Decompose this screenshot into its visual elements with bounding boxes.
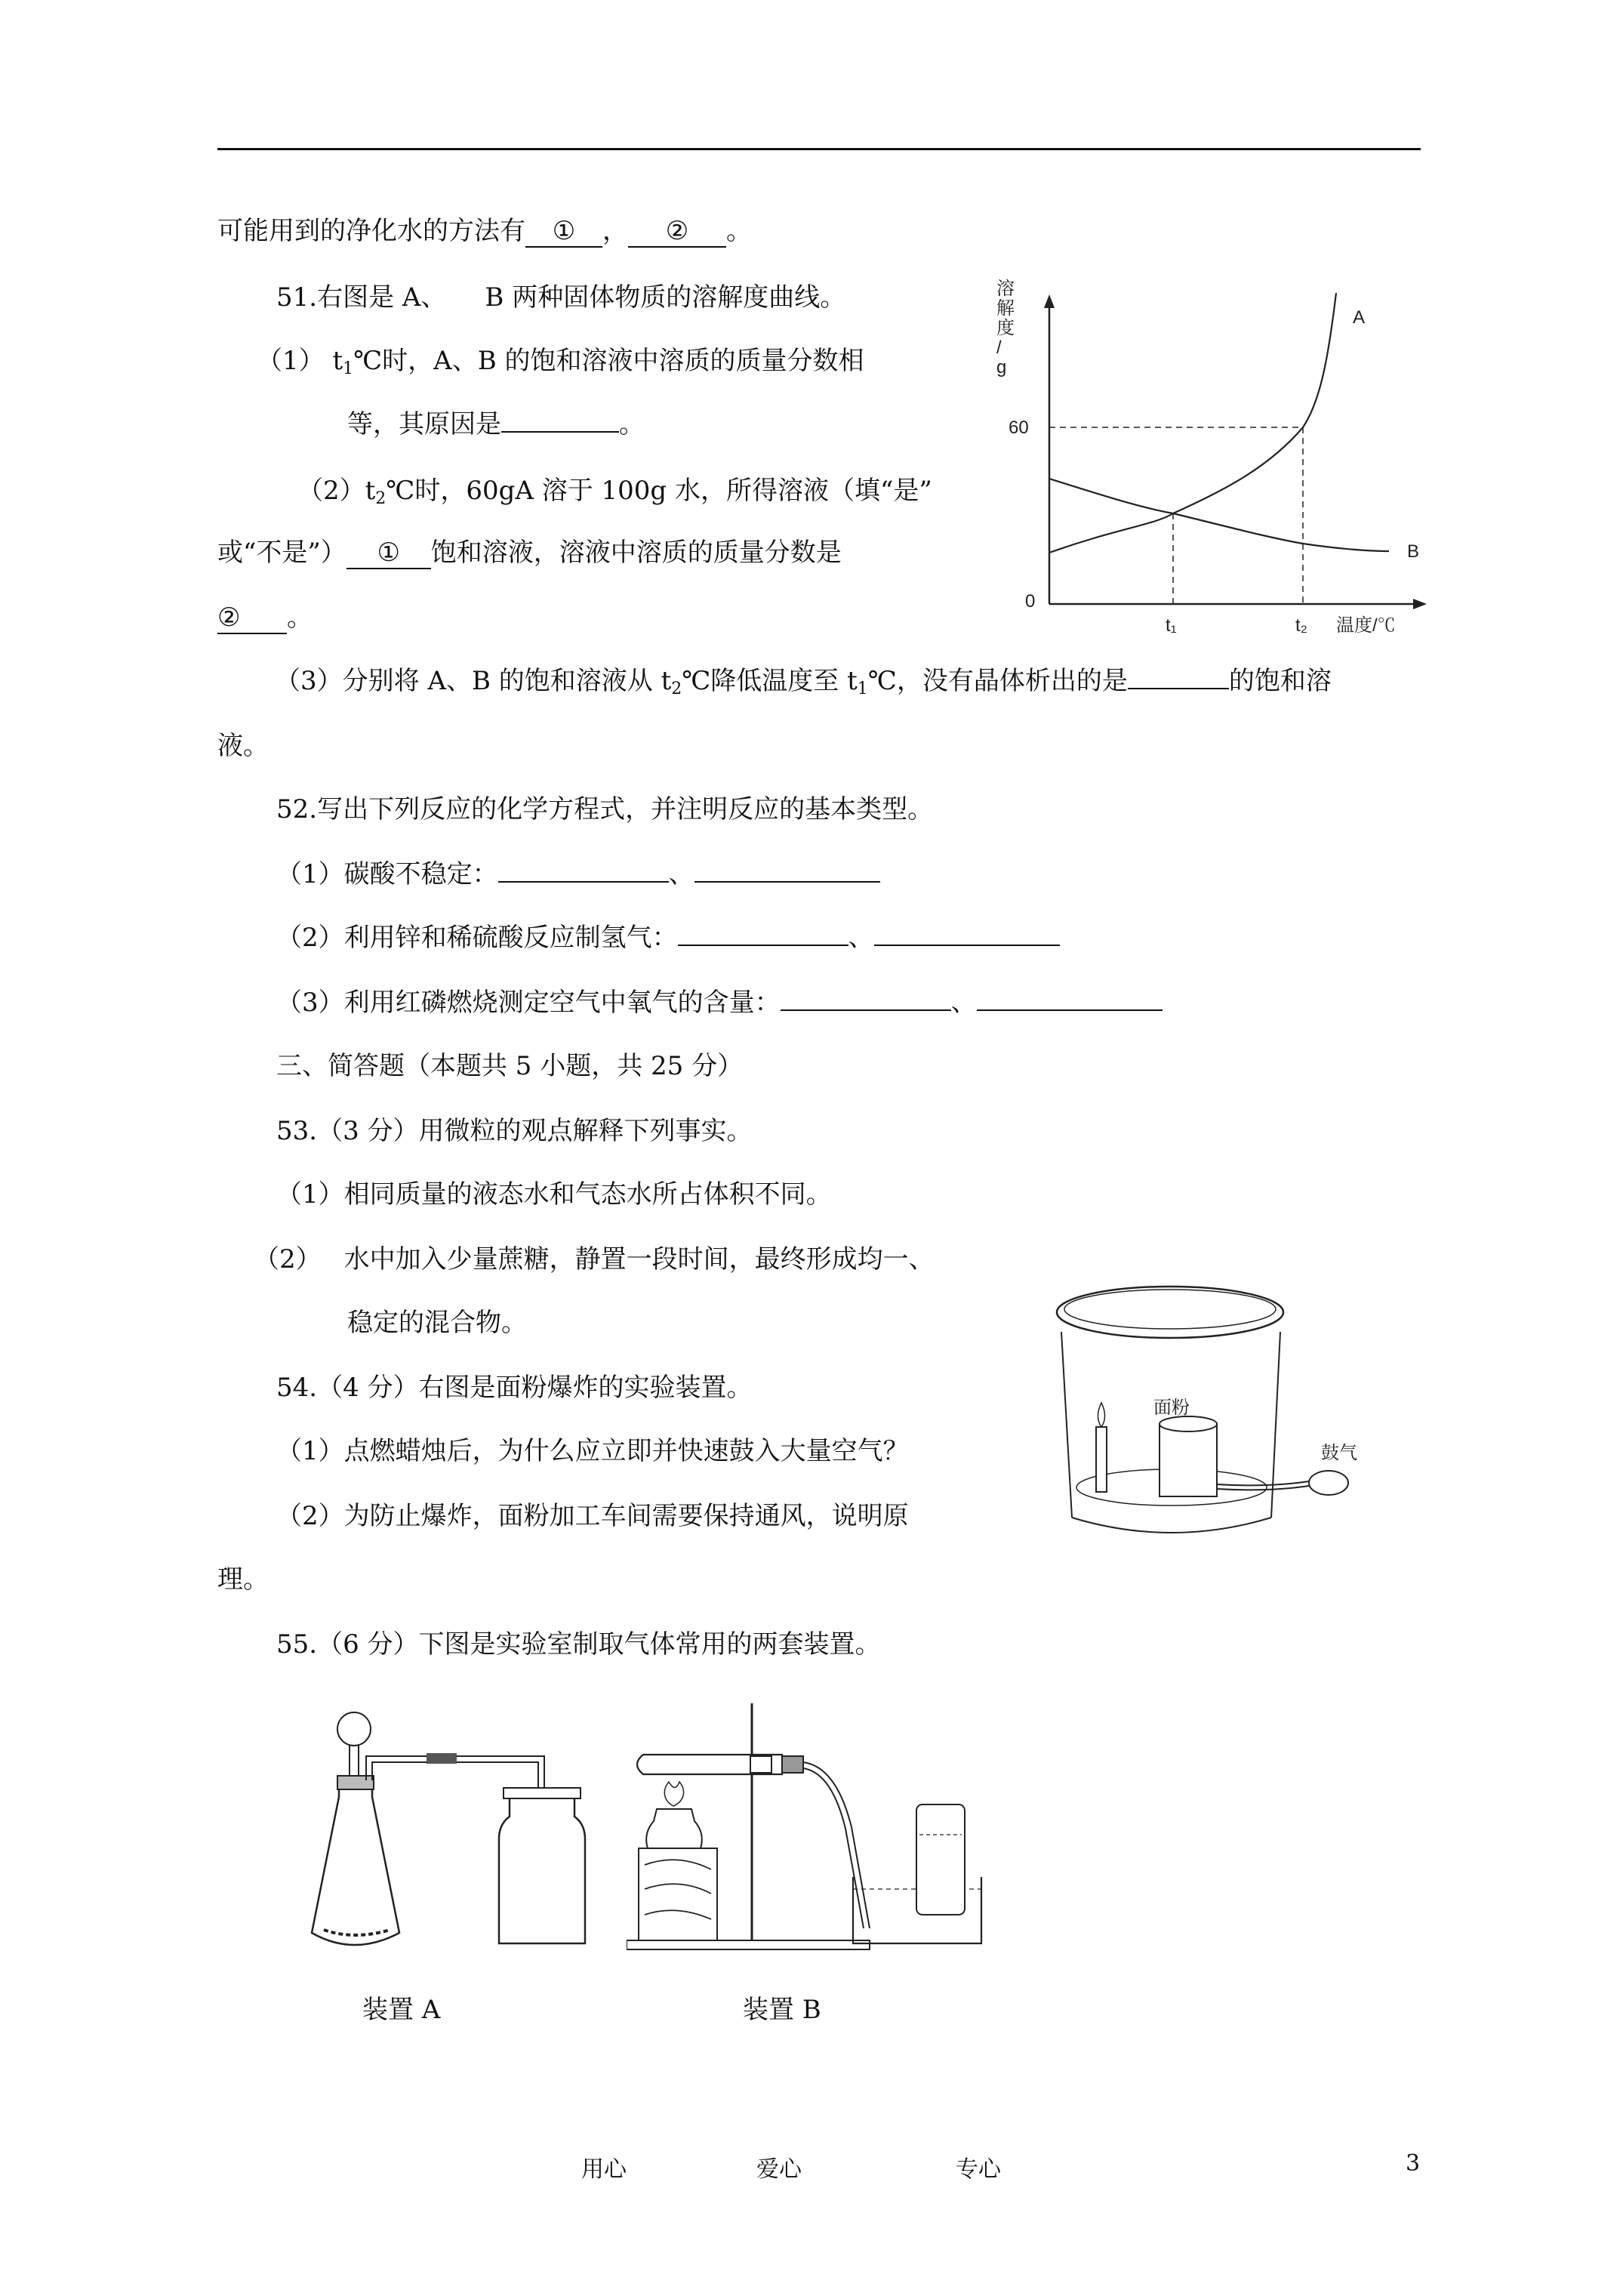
text: ℃时，A、B 的饱和溶液中溶质的质量分数相 [353,346,864,376]
candle [1096,1427,1107,1492]
origin-label: 0 [1025,591,1036,612]
flour-container-top [1160,1416,1217,1432]
series-b-label: B [1407,541,1420,562]
label-blow: 鼓气 [1321,1443,1357,1463]
header-rule [217,148,1421,150]
question-53-2b: 稳定的混合物。 [347,1308,527,1338]
text: 、 [848,923,874,953]
stand-base [627,1940,870,1949]
text: （1）碳酸不稳定： [276,859,498,889]
footer-word-1: 用心 [581,2156,627,2183]
blank-no-crystal[interactable] [1128,688,1229,689]
jar-wall-left [1061,1332,1072,1518]
question-54: 54.（4 分）右图是面粉爆炸的实验装置。 [276,1373,753,1403]
text: 水中加入少量蔗糖，静置一段时间，最终形成均一、 [343,1244,935,1274]
blank-2[interactable]: ② [628,216,726,248]
solubility-chart [966,272,1449,649]
inverted-gas-bottle [916,1804,965,1915]
footer-word-2: 爱心 [756,2156,802,2183]
text: ， [602,216,628,246]
question-54-2b: 理。 [217,1564,269,1595]
y-tick-60: 60 [1009,418,1029,438]
text: 、 [950,988,977,1018]
text: （3）分别将 A、B 的饱和溶液从 t [275,666,672,696]
apparatus-b-figure [627,1691,1004,1963]
question-52: 52.写出下列反应的化学方程式，并注明反应的基本类型。 [276,794,934,824]
x-tick-t2: t₂ [1295,615,1307,636]
question-52-2 [276,921,1060,954]
question-52-3 [276,986,1163,1019]
text: （2） [254,1244,322,1274]
label-flour: 面粉 [1153,1398,1190,1418]
question-51-3a [275,664,1332,706]
blank-saturated[interactable]: ① [346,538,431,569]
question-51-1b [347,408,645,441]
question-53-1: （1）相同质量的液态水和气态水所占体积不同。 [276,1179,832,1210]
question-51: 51.右图是 A、 B 两种固体物质的溶解度曲线。 [276,282,846,313]
question-53-2a [254,1243,935,1276]
line-purification [217,214,752,248]
wooden-block [639,1848,717,1940]
blank-fraction[interactable]: ② [217,603,287,634]
section-3-heading: 三、简答题（本题共 5 小题，共 25 分） [276,1051,744,1081]
blank-type[interactable] [694,881,880,883]
apparatus-a-figure [306,1691,593,1978]
text: 等，其原因是 [347,409,501,439]
text: （2）利用锌和稀硫酸反应制氢气： [276,923,678,953]
tube-stopper [782,1756,803,1773]
text: （3）利用红磷燃烧测定空气中氧气的含量： [276,988,781,1018]
question-51-3b: 液。 [217,731,269,761]
candle-flame-icon [1098,1403,1104,1427]
question-54-2a: （2）为防止爆炸，面粉加工车间需要保持通风，说明原 [276,1501,909,1531]
text: 的饱和溶 [1228,666,1332,696]
air-bulb [1309,1471,1348,1495]
text: 。 [726,216,752,246]
text: 。 [619,409,645,439]
blank-reason[interactable] [501,431,619,433]
clamp [750,1756,771,1773]
text: 饱和溶液，溶液中溶质的质量分数是 [430,538,842,568]
question-51-1a [257,344,864,386]
caption-apparatus-b: 装置 B [743,1995,821,2025]
subscript: 1 [343,359,354,378]
jar-lid [1057,1287,1283,1338]
text: ℃降低温度至 t [682,666,858,696]
text: 、 [668,859,694,889]
text: （1） t [257,346,343,376]
y-axis-arrow [1044,294,1055,308]
question-51-2c [217,601,313,634]
conical-flask [312,1780,399,1945]
text: 或“不是”） [217,538,346,568]
page-number: 3 [1406,2150,1421,2177]
caption-apparatus-a: 装置 A [362,1995,441,2025]
series-a-curve [1049,293,1336,553]
blank-1[interactable]: ① [525,216,602,248]
question-54-1: （1）点燃蜡烛后，为什么应立即并快速鼓入大量空气？ [276,1436,909,1466]
text: ℃时，60gA 溶于 100g 水，所得溶液（填“是” [386,476,932,506]
question-53: 53.（3 分）用微粒的观点解释下列事实。 [276,1116,753,1146]
chart-xlabel: 温度/℃ [1336,615,1396,636]
rubber-connector [427,1753,457,1764]
text: （2）t [297,476,376,506]
subscript: 1 [857,680,868,698]
air-tube-inner [1217,1486,1309,1490]
text: ℃，没有晶体析出的是 [867,666,1128,696]
blank-equation[interactable] [498,881,669,883]
blank-type[interactable] [874,945,1060,946]
series-a-label: A [1353,307,1366,328]
question-52-1 [276,858,880,891]
jar-bottom [1072,1518,1271,1533]
blank-equation[interactable] [678,945,848,946]
footer-word-3: 专心 [956,2156,1001,2183]
x-tick-t1: t₁ [1166,615,1177,636]
text: 可能用到的净化水的方法有 [217,216,525,246]
bottle-cover [504,1788,581,1798]
series-b-curve [1049,479,1389,551]
funnel-bulb [337,1712,371,1746]
question-55: 55.（6 分）下图是实验室制取气体常用的两套装置。 [276,1629,881,1660]
question-51-2a [297,474,932,516]
subscript: 2 [671,680,682,698]
blank-type[interactable] [977,1009,1163,1011]
text: 。 [287,603,313,633]
x-axis-arrow [1413,599,1427,609]
question-51-2b [217,536,842,569]
blank-equation[interactable] [781,1009,951,1011]
flour-explosion-figure [1042,1276,1374,1563]
flame-icon [664,1782,683,1806]
flask-stopper [337,1776,374,1789]
subscript: 2 [375,489,387,508]
alcohol-lamp [646,1809,702,1848]
gas-collection-bottle [499,1797,585,1943]
chart-ylabel: 溶解度/ g [996,279,1015,378]
flour-container [1160,1424,1217,1496]
